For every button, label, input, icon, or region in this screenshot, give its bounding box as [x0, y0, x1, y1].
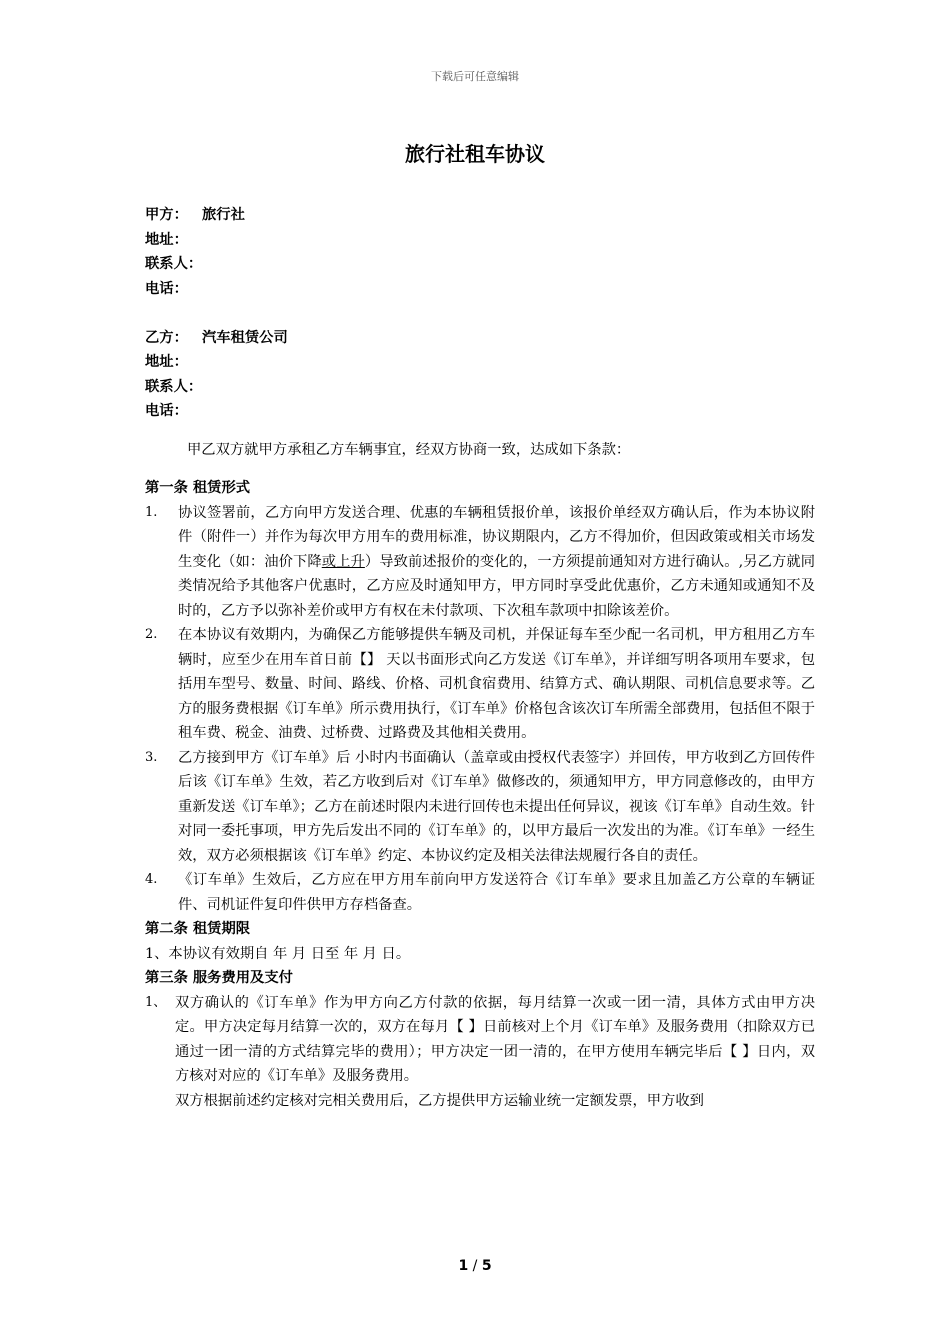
- party-a-address: 地址：: [145, 231, 188, 248]
- party-b-block: [145, 326, 815, 424]
- party-a-label: 甲方：: [145, 207, 188, 223]
- party-b-address: 地址：: [145, 354, 188, 370]
- item-number: 3.: [145, 749, 158, 765]
- page-number: [0, 1258, 950, 1274]
- item-underlined-text: 或上升: [321, 553, 365, 570]
- article3-item-continued: [145, 1089, 815, 1114]
- article2-text: 1、本协议有效期自 年 月 日至 年 月 日。: [145, 945, 411, 962]
- article1-item-2: [145, 623, 815, 746]
- party-a-phone: 电话：: [145, 280, 188, 297]
- article2-heading: 第二条 租赁期限: [145, 921, 251, 937]
- party-a-contact: 联系人：: [145, 256, 203, 272]
- article1-heading: 第一条 租赁形式: [145, 480, 251, 496]
- document-body: [145, 203, 815, 1113]
- article1-item-1: [145, 501, 815, 624]
- item-number: 1、: [145, 994, 167, 1010]
- page-current: 1: [458, 1258, 469, 1274]
- article1-item-3: [145, 746, 815, 869]
- party-b-phone: 电话：: [145, 403, 188, 419]
- intro-paragraph: 甲乙双方就甲方承租乙方车辆事宜，经双方协商一致，达成如下条款：: [187, 441, 631, 458]
- item-number: 1.: [145, 504, 158, 520]
- page-total: 5: [481, 1258, 492, 1274]
- item-text: 《订车单》生效后，乙方应在甲方用车前向甲方发送符合《订车单》要求且加盖乙方公章的车辆证件、司机证件复印件供甲方存档备查。: [178, 872, 815, 913]
- party-a-block: [145, 203, 815, 301]
- item-text: 双方确认的《订车单》作为甲方向乙方付款的依据，每月结算一次或一团一清，具体方式由甲方决定。甲方决定每月结算一次的，双方在每月【 】日前核对上个月《订车单》及服务费用（扣除双方已通过一团一清的方式结算完毕的费用）；甲方决定一团一清的，在甲方使用车辆完毕后【 】日内，双方核对对应的《订车单》及服务费用。: [175, 994, 815, 1084]
- article3-item-1: [145, 991, 815, 1089]
- item-text: 双方根据前述约定核对完相关费用后，乙方提供甲方运输业统一定额发票，甲方收到: [175, 1092, 704, 1109]
- party-b-label: 乙方：: [145, 329, 188, 346]
- item-text: 乙方接到甲方《订车单》后 小时内书面确认（盖章或由授权代表签字）并回传，甲方收到乙方回传件后该《订车单》生效，若乙方收到后对《订车单》做修改的，须通知甲方，甲方同意修改的，由甲方重新发送《订车单》；乙方在前述时限内未进行回传也未提出任何异议，视该《订车单》自动生效。针对同一委托事项，甲方先后发出不同的《订车单》的，以甲方最后一次发出的为准。《订车单》一经生效，双方必须根据该《订车单》约定、本协议约定及相关法律法规履行各自的责任。: [178, 749, 815, 864]
- article3-heading: 第三条 服务费用及支付: [145, 970, 293, 986]
- item-text: ）导致前述报价的变化的，一方须提前通知对方进行确认。,另乙方就同类情况给予其他客户优惠时，乙方应及时通知甲方，甲方同时享受此优惠价，乙方未通知或通知不及时的，乙方予以弥补差价或甲方有权在未付款项、下次租车款项中扣除该差价。: [178, 553, 816, 619]
- page-separator: /: [468, 1258, 482, 1274]
- header-note: 下载后可任意编辑: [431, 70, 519, 83]
- item-number: 2.: [145, 627, 158, 642]
- item-text: 在本协议有效期内，为确保乙方能够提供车辆及司机，并保证每车至少配一名司机，甲方租用乙方车辆时，应至少在用车首日前【】 天以书面形式向乙方发送《订车单》，并详细写明各项用车要求，包括用车型号、数量、时间、路线、价格、司机食宿费用、结算方式、确认期限、司机信息要求等。乙方的服务费根据《订车单》所示费用执行，《订车单》价格包含该次订车所需全部费用，包括但不限于租车费、税金、油费、过桥费、过路费及其他相关费用。: [178, 627, 815, 741]
- item-number: 4.: [145, 872, 158, 887]
- party-b-name: 汽车租赁公司: [202, 329, 288, 346]
- item-text: 协议签署前，乙方向甲方发送合理、优惠的车辆租赁报价单，该报价单经双方确认后，作为本协议附件（附件一）并作为每次甲方用车的费用标准，协议期限内，乙方不得加价，但因政策或相关市场发生变化（如：油价下降: [178, 504, 815, 570]
- article1-item-4: [145, 868, 815, 917]
- document-title: 旅行社租车协议: [405, 142, 545, 166]
- party-b-contact: 联系人：: [145, 378, 203, 395]
- party-a-name: 旅行社: [202, 207, 245, 223]
